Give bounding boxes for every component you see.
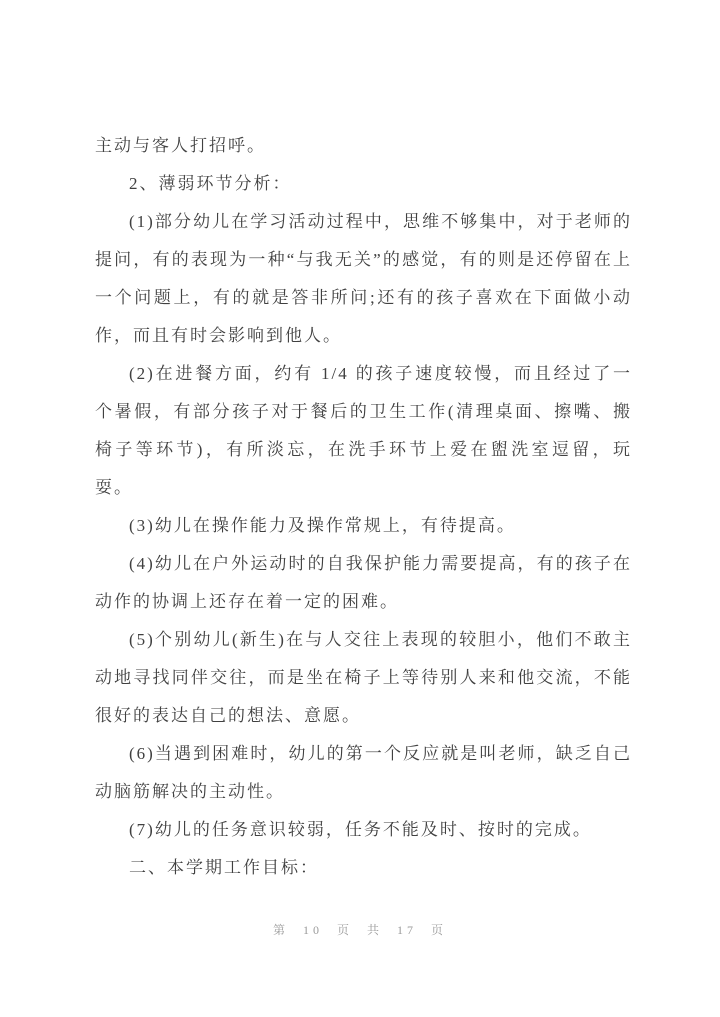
paragraph-item-7: (7)幼儿的任务意识较弱，任务不能及时、按时的完成。 — [129, 820, 592, 839]
paragraph-item-1: (1)部分幼儿在学习活动过程中，思维不够集中，对于老师的提问，有的表现为一种“与我无关”的感觉，有的则是还停留在上一个问题上，有的就是答非所问;还有的孩子喜欢在下面做小动作，而且有时会影响到他人。 — [95, 212, 632, 345]
paragraph-section-heading-2: 二、本学期工作目标： — [129, 858, 319, 877]
paragraph-item-4: (4)幼儿在户外运动时的自我保护能力需要提高，有的孩子在动作的协调上还存在着一定的困难。 — [95, 554, 632, 611]
paragraph-item-2: (2)在进餐方面，约有 1/4 的孩子速度较慢，而且经过了一个暑假，有部分孩子对于餐后的卫生工作(清理桌面、擦嘴、搬椅子等环节)，有所淡忘，在洗手环节上爱在盥洗室逗留，玩耍。 — [95, 364, 632, 497]
paragraph-item-5: (5)个别幼儿(新生)在与人交往上表现的较胆小，他们不敢主动地寻找同伴交往，而是坐在椅子上等待别人来和他交流，不能很好的表达自己的想法、意愿。 — [95, 630, 632, 725]
paragraph-section-heading: 2、薄弱环节分析： — [129, 174, 292, 193]
paragraph-item-6: (6)当遇到困难时，幼儿的第一个反应就是叫老师，缺乏自己动脑筋解决的主动性。 — [95, 744, 632, 801]
paragraph-item-3: (3)幼儿在操作能力及操作常规上，有待提高。 — [129, 516, 516, 535]
page-number-footer: 第 10 页 共 17 页 — [272, 923, 447, 937]
document-body — [95, 127, 632, 887]
paragraph-continuation: 主动与客人打招呼。 — [95, 136, 266, 155]
